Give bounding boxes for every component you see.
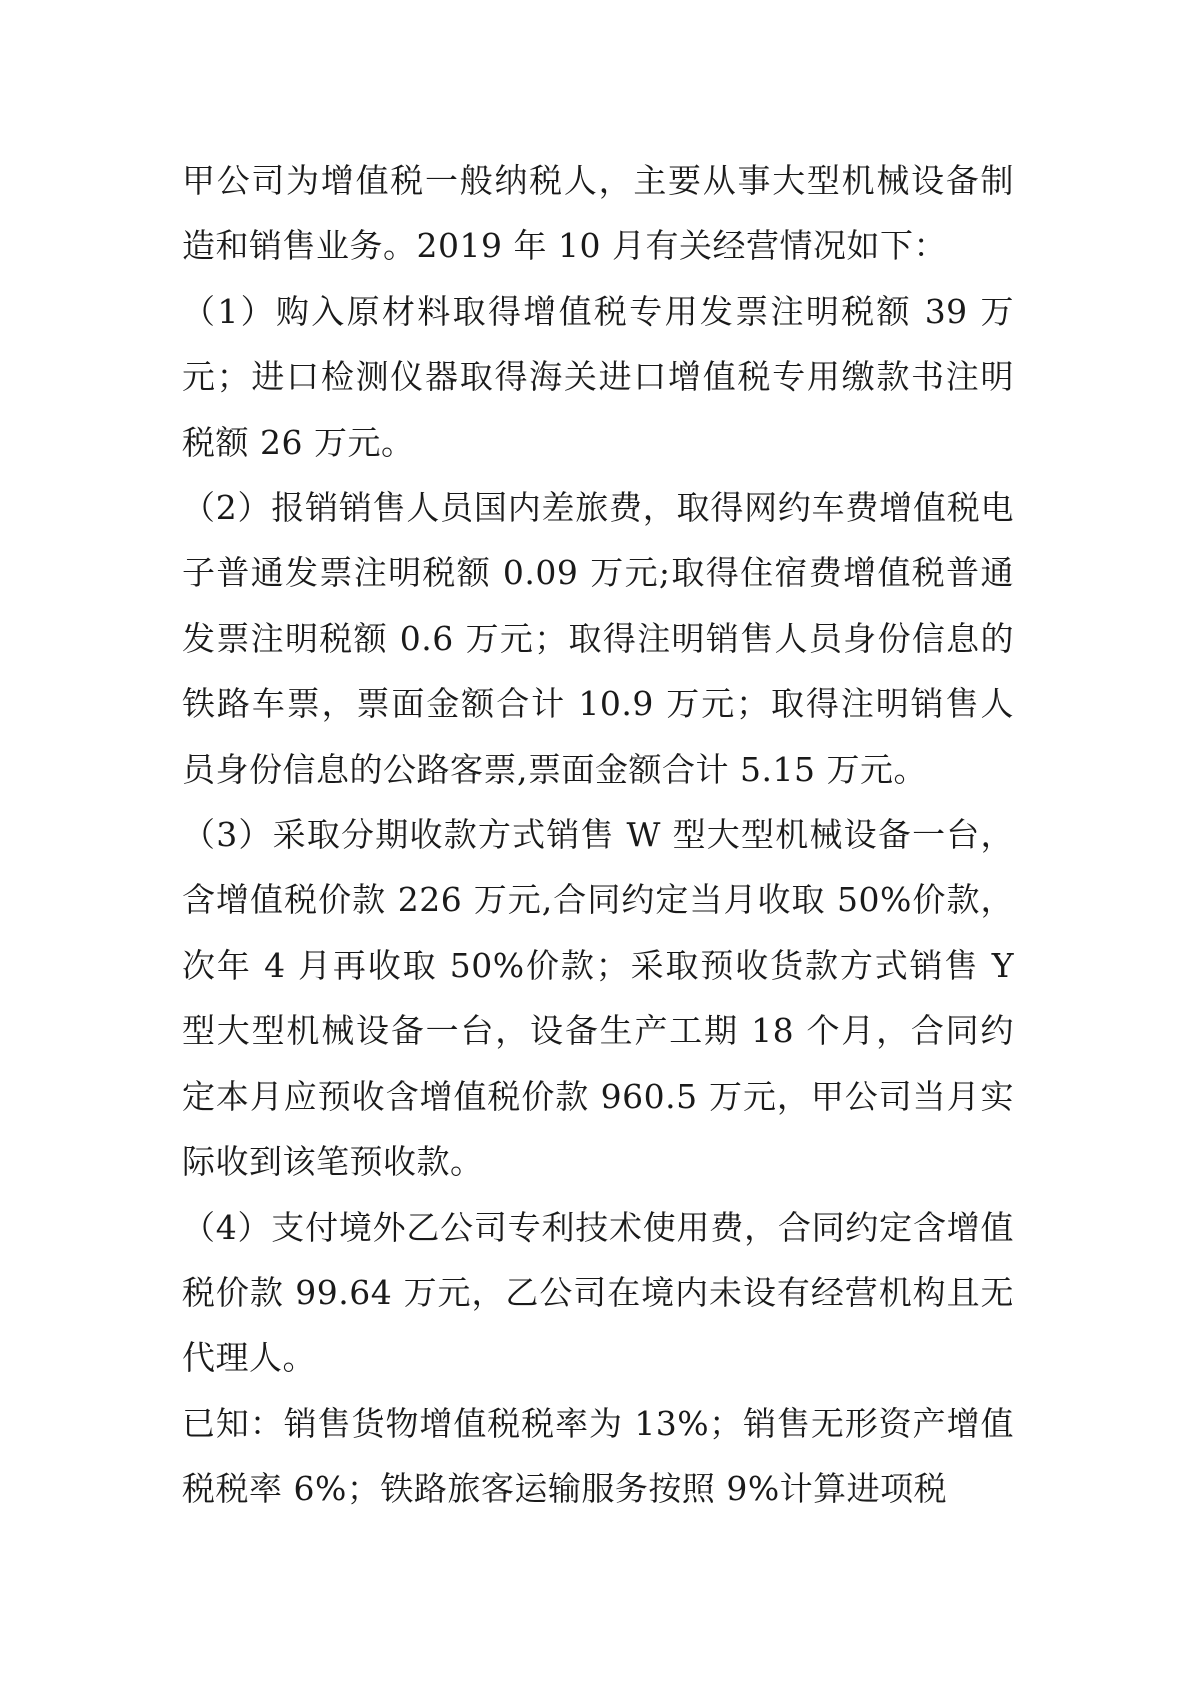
item-3-paragraph: （3）采取分期收款方式销售 W 型大型机械设备一台，含增值税价款 226 万元,合同约定当月收取 50%价款，次年 4 月再收取 50%价款；采取预收货款方式销售 Y 型大型机械设备一台，设备生产工期 18 个月，合同约定本月应预收含增值税价款 960.5 万元，甲公司当月实际收到该笔预收款。 (182, 815, 1014, 1182)
item-4-paragraph: （4）支付境外乙公司专利技术使用费，合同约定含增值税价款 99.64 万元，乙公司在境内未设有经营机构且无代理人。 (182, 1207, 1014, 1378)
document-body (182, 148, 1014, 1522)
item-1-paragraph: （1）购入原材料取得增值税专用发票注明税额 39 万元；进口检测仪器取得海关进口增值税专用缴款书注明税额 26 万元。 (182, 291, 1014, 462)
item-2-paragraph: （2）报销销售人员国内差旅费，取得网约车费增值税电子普通发票注明税额 0.09 万元;取得住宿费增值税普通发票注明税额 0.6 万元；取得注明销售人员身份信息的铁路车票，票面金额合计 10.9 万元；取得注明销售人员身份信息的公路客票,票面金额合计 5.15 万元。 (182, 488, 1014, 789)
intro-paragraph: 甲公司为增值税一般纳税人，主要从事大型机械设备制造和销售业务。2019 年 10 月有关经营情况如下： (182, 161, 1014, 266)
known-conditions-paragraph: 已知：销售货物增值税税率为 13%；销售无形资产增值税税率 6%；铁路旅客运输服务按照 9%计算进项税 (182, 1403, 1014, 1509)
